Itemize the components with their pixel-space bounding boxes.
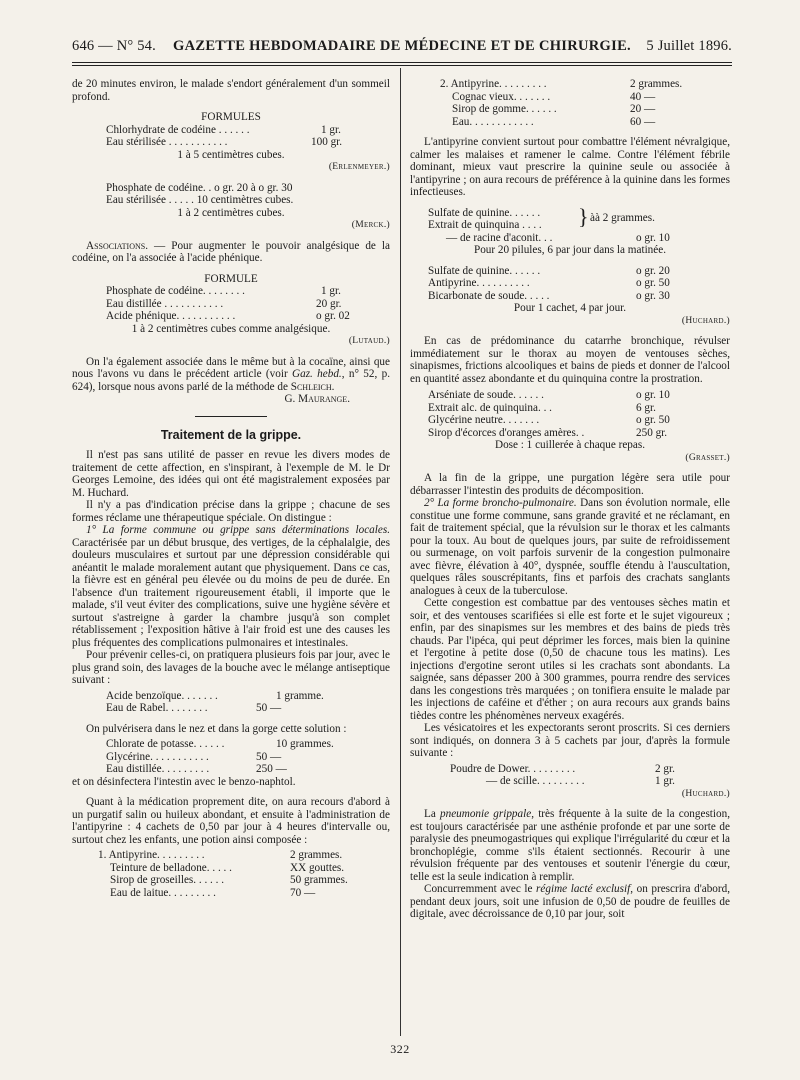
formula-amount: 2 grammes.	[630, 78, 683, 90]
formula-item: Phosphate de codéine. . . . . . . .	[106, 285, 245, 297]
formula-amount: àà 2 grammes.	[590, 211, 655, 224]
formula-amount: 50 —	[256, 750, 282, 763]
section-title: Traitement de la grippe.	[160, 427, 302, 442]
formula-attribution: (Merck.)	[351, 220, 390, 230]
text: .	[331, 380, 335, 393]
formula-item: Teinture de belladone. . . . .	[110, 861, 232, 874]
formula-item: Eau stérilisée . . . . . 10 centimètres cubes.	[106, 194, 294, 206]
formula-amount: o gr. 20	[636, 264, 670, 277]
formula-note: 1 à 2 centimètres cubes comme analgésique.	[131, 322, 331, 335]
formula-item: Bicarbonate de soude. . . . .	[428, 289, 550, 302]
paragraph	[72, 356, 390, 394]
paragraph-text: Caractérisée par un début brusque, des vertiges, de la céphalalgie, des douleurs musculaires et surtout par une dépression considérable qui anéantit le malade moralement autant que physiquement. Dans ce cas, la fièvre est en général peu élevée ou du moins de peu de durée. En l'absence d'un traitement rigoureusement établi, il importe que le malade, s'il veut éviter des complications, suive une hygiène sévère et surtout s'astreigne à garder la chambre jusqu'à son complet rétablissement ; l'exposition hâtive à l'air froid est une des causes les plus fréquentes des complications pulmonaires et intestinales.	[72, 536, 390, 649]
paragraph: On pulvérisera dans le nez et dans la gorge cette solution :	[86, 722, 347, 735]
signature: G. Maurange.	[284, 393, 350, 405]
page-issue: 646 — N° 54.	[72, 38, 156, 54]
formula-note: Pour 1 cachet, 4 par jour.	[513, 302, 627, 314]
formula-item: Acide benzoïque. . . . . . .	[106, 689, 218, 702]
formula-note: 1 à 2 centimètres cubes.	[177, 206, 285, 219]
header-rule-2	[72, 65, 732, 66]
formula-item: Eau distillée . . . . . . . . . . .	[106, 297, 224, 310]
formula-block	[72, 738, 390, 776]
formula-amount: 2 grammes.	[290, 849, 343, 861]
formula-block	[410, 389, 730, 439]
formula-attribution: (Huchard.)	[681, 315, 730, 326]
formula-item: Eau stérilisée . . . . . . . . . . .	[106, 136, 228, 148]
formula-item: Antipyrine. . . . . . . . . .	[428, 277, 530, 289]
paragraph: En cas de prédominance du catarrhe bronchique, révulser immédiatement sur le thorax au moyen de ventouses sèches, sinapismes, frictions alcooliques et bains de pieds et donner de l'alcool en quantité assez abondante et du quinquina contre la prostration.	[410, 335, 730, 385]
paragraph: de 20 minutes environ, le malade s'endort généralement d'un sommeil profond.	[72, 78, 390, 103]
formula-amount: 60 —	[630, 115, 656, 128]
paragraph: Cette congestion est combattue par des ventouses sèches matin et soir, et des ventouses scarifiées si elle est forte et le sujet vigoureux ; enfin, par des sinapismes sur les membres et des bains de pieds très chauds. Par l'ipéca, qui peut déprimer les forces, mais bien la quinine et l'ergotine à petite dose (0,50 de chacune tous les matins). Les injections d'ergotine seront utiles si les crachats sont abondants. La saignée, sans dépasser 200 à 300 grammes, pourra rendre des services dans les congestions très marquées ; on tonifiera ensuite le malade par les injections de caféine et d'éther ; on aura recours aux grands bains tièdes contre les phénomènes nerveux exagérés.	[410, 597, 730, 722]
page-number: 322	[390, 1042, 410, 1056]
paragraph	[410, 497, 730, 597]
text: , n° 52, p. 624), lorsque nous avons parlé de la méthode de	[72, 368, 390, 393]
formula-amount: 6 gr.	[636, 401, 656, 414]
formula-item: Sulfate de quinine. . . . . .	[428, 264, 541, 277]
formula-block	[410, 78, 730, 128]
journal-title: GAZETTE HEBDOMADAIRE DE MÉDECINE ET DE CHIRURGIE.	[173, 38, 631, 54]
formula-attribution: (Huchard.)	[681, 788, 730, 799]
formula-heading: FORMULES	[201, 111, 261, 123]
brace-glyph: }	[578, 203, 589, 229]
formula-item: 1. Antipyrine. . . . . . . . .	[98, 849, 205, 861]
formula-item: Sulfate de quinine. . . . . .	[428, 206, 541, 219]
text: Concurremment avec le	[424, 883, 537, 895]
formula-amount: XX gouttes.	[290, 861, 345, 874]
text: La	[424, 808, 440, 820]
formula-amount: 50 —	[256, 702, 282, 714]
formula-block	[410, 265, 730, 303]
paragraph: L'antipyrine convient surtout pour combattre l'élément névralgique, calmer les malaises et ramener le calme. Contre l'élément fébrile dominant, mieux vaut prescrire la quinine seule ou associée à l'antipyrine ; on aura recours de préférence à la quinine dans les formes infectieuses.	[410, 136, 730, 198]
formula-amount: o gr. 30	[636, 289, 670, 302]
formula-block	[72, 849, 390, 899]
formula-item: Sirop de groseilles. . . . . .	[110, 874, 225, 886]
paragraph-text: — Pour augmenter le pouvoir analgésique de la codéine, on l'a associée à l'acide phénique.	[72, 239, 390, 264]
formula-amount: o gr. 02	[316, 310, 350, 322]
paragraph	[72, 240, 390, 265]
header-rule	[72, 62, 732, 63]
formula-block	[72, 182, 390, 207]
formula-note: Dose : 1 cuillerée à chaque repas.	[494, 439, 646, 451]
formula-amount: 50 grammes.	[290, 874, 348, 886]
paragraph-lead: Associations.	[86, 239, 148, 252]
paragraph: Quant à la médication proprement dite, on aura recours d'abord à un purgatif salin ou huileux abondant, et ensuite à l'administration de l'antipyrine : 4 cachets de 0,50 par jour à 4 heures d'intervalle ou, surtout chez les enfants, une potion ainsi composée :	[72, 796, 390, 846]
formula-item: Extrait alc. de quinquina. . .	[428, 401, 552, 414]
formula-amount: 20 gr.	[316, 297, 342, 310]
emphasis: pneumonie grippale	[440, 808, 532, 820]
formula-amount: 1 gr.	[321, 285, 341, 297]
paragraph: Les vésicatoires et les expectorants seront proscrits. Si ces derniers sont indiqués, on donnera 3 à 5 cachets par jour, d'après la formule suivante :	[410, 722, 730, 759]
paragraph-lead: 2° La forme broncho-pulmonaire.	[424, 497, 577, 509]
formula-attribution: (Grasset.)	[685, 452, 730, 463]
formula-amount: 1 gramme.	[276, 689, 324, 702]
paragraph: Pour prévenir celles-ci, on pratiquera plusieurs fois par jour, avec le plus grand soin, des lavages de la bouche avec le mélange antiseptique suivant :	[72, 649, 390, 686]
issue-date: 5 Juillet 1896.	[646, 38, 732, 54]
formula-attribution: (Lutaud.)	[348, 336, 390, 346]
formula-amount: 10 grammes.	[276, 738, 334, 750]
paragraph	[410, 883, 730, 921]
citation: Gaz. hebd.	[292, 368, 342, 380]
formula-item: Chlorate de potasse. . . . . .	[106, 738, 225, 750]
paragraph	[72, 524, 390, 649]
formula-item: Glycérine neutre. . . . . . .	[428, 414, 540, 426]
formula-amount: o gr. 50	[636, 277, 670, 289]
formula-item: Eau. . . . . . . . . . . .	[452, 115, 534, 128]
formula-note: 1 à 5 centimètres cubes.	[177, 148, 285, 161]
formula-item: 2. Antipyrine. . . . . . . . .	[440, 78, 547, 90]
formula-item: Glycérine. . . . . . . . . . .	[106, 750, 209, 763]
paragraph: Il n'est pas sans utilité de passer en revue les divers modes de traitement de cette affection, en s'inspirant, à l'exemple de M. le Dr Georges Lemoine, des idées qui ont été magistralement exposées par M. Huchard.	[72, 449, 390, 499]
paragraph: et on désinfectera l'intestin avec le benzo-naphtol.	[72, 775, 296, 788]
paragraph-lead: 1° La forme commune ou grippe sans déterminations locales.	[86, 524, 390, 536]
running-header	[72, 38, 732, 58]
formula-item: Extrait de quinquina . . . .	[428, 219, 542, 231]
formula-amount: 20 —	[630, 103, 656, 115]
author-name: Schleich	[290, 380, 332, 393]
formula-amount: 100 gr.	[311, 136, 343, 148]
formula-amount: 1 gr.	[655, 775, 675, 787]
text: On l'a également associée dans le même but à la cocaïne, ainsi que nous l'avons vu dans le précédent article (voir	[72, 355, 390, 380]
section-divider	[195, 416, 267, 417]
formula-item: Chlorhydrate de codéine . . . . . .	[106, 123, 250, 136]
formula-item: Sirop de gomme. . . . . .	[452, 103, 557, 115]
formula-item: Cognac vieux. . . . . . .	[452, 90, 551, 103]
formula-amount: 70 —	[290, 886, 316, 899]
formula-item: Sirop d'écorces d'oranges amères. .	[428, 426, 585, 439]
left-column	[72, 78, 390, 899]
formula-amount: o gr. 50	[636, 414, 670, 426]
formula-heading: FORMULE	[204, 272, 258, 285]
formula-item: — de scille. . . . . . . . .	[486, 775, 585, 787]
formula-item: Poudre de Dower. . . . . . . . .	[450, 762, 576, 775]
formula-attribution: (Erlenmeyer.)	[328, 162, 390, 172]
formula-note: Pour 20 pilules, 6 par jour dans la matinée.	[473, 244, 666, 256]
right-column	[410, 78, 730, 921]
formula-item: Phosphate de codéine. . o gr. 20 à o gr. 30	[106, 181, 293, 194]
formula-item: Arséniate de soude. . . . . .	[428, 389, 544, 401]
paragraph: A la fin de la grippe, une purgation légère sera utile pour débarrasser l'intestin des produits de décomposition.	[410, 472, 730, 497]
formula-item: Acide phénique. . . . . . . . . . .	[106, 310, 236, 322]
formula-item: Eau de Rabel. . . . . . . .	[106, 702, 208, 714]
formula-amount: o gr. 10	[636, 231, 670, 244]
text: , on prescrira d'abord, pendant deux jours, soit une infusion de 0,50 de poudre de feuilles de digitale, avec décroissance de 0,10 par jour, soit	[410, 883, 730, 920]
formula-item: Eau de laitue. . . . . . . . .	[110, 886, 216, 899]
paragraph: Il n'y a pas d'indication précise dans la grippe ; chacune de ses formes réclame une thérapeutique spéciale. On distingue :	[72, 499, 390, 524]
paragraph-text: Dans son évolution normale, elle constitue une forme commune, sans grande gravité et ne réclamant, en fait de traitement spécial, que la révulsion sur le thorax et les calmants pour la toux. Au bout de quelques jours, par suite de refroidissement ou surmenage, on voit parfois survenir de la congestion pulmonaire avec fièvre, élévation à 40°, dyspnée, souffle étendu à l'auscultation, quelques râles souscrépitants, fins et parfois des crachats sanglants analogues à ceux de la tuberculose.	[410, 497, 730, 597]
formula-block	[410, 763, 730, 788]
column-rule	[400, 68, 401, 1036]
formula-amount: o gr. 10	[636, 389, 670, 401]
formula-amount: 1 gr.	[321, 123, 341, 136]
formula-block	[72, 124, 390, 149]
paragraph	[410, 808, 730, 883]
formula-amount: 40 —	[630, 90, 656, 103]
formula-item: Eau distillée. . . . . . . . .	[106, 763, 210, 775]
formula-block	[410, 203, 730, 245]
formula-block	[72, 285, 390, 323]
emphasis: régime lacté exclusif	[536, 883, 631, 895]
formula-amount: 250 —	[256, 763, 287, 775]
formula-amount: 250 gr.	[636, 426, 668, 439]
formula-item: — de racine d'aconit. . .	[446, 231, 553, 244]
text: , très fréquente à la suite de la congestion, est toujours caractérisée par une asthénie profonde et par une sorte de paralysie des pneumogastriques qui explique l'irrégularité du cœur et la bronchoplégie, comme s'ils étaient sectionnés. Recourir à une révulsion fréquente par des ventouses et soutenir l'énergie du cœur, telle est la seule indication à remplir.	[410, 808, 730, 883]
formula-amount: 2 gr.	[655, 762, 675, 775]
formula-block	[72, 690, 390, 715]
